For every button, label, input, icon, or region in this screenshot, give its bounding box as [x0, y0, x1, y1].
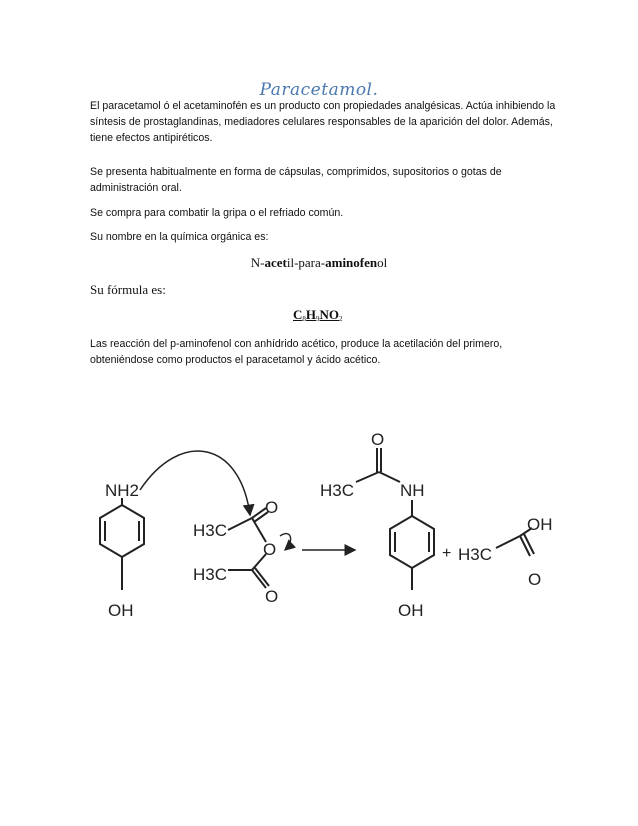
carbonyl-o-label: O	[371, 430, 385, 449]
curved-arrow	[140, 451, 250, 515]
h3c-acid-label: H3C	[458, 545, 493, 564]
o-acid-label: O	[528, 570, 542, 589]
paragraph-presentation: Se presenta habitualmente en forma de cápsulas, comprimidos, supositorios o gotas de administración oral.	[90, 166, 502, 194]
paragraph-reaction: Las reacción del p-aminofenol con anhídrido acético, produce la acetilación del primero, obteniéndose como productos el paracetamol y ácido acético.	[90, 338, 503, 366]
h3c-product-label: H3C	[320, 481, 355, 500]
oh-label-1: OH	[108, 601, 134, 620]
o-top-label: O	[265, 498, 279, 517]
o-bottom-label: O	[265, 587, 279, 606]
reaction-scheme	[80, 420, 570, 640]
product-paracetamol	[356, 448, 434, 590]
formula-label: Su fórmula es:	[90, 282, 166, 297]
nh2-label: NH2	[105, 481, 140, 500]
paragraph-use: Se compra para combatir la gripa o el refriado común.	[90, 207, 344, 219]
paragraph-chem-name-label: Su nombre en la química orgánica es:	[90, 231, 269, 243]
h3c-bottom-label: H3C	[193, 565, 228, 584]
page-title: Paracetamol.	[259, 80, 379, 100]
oh-label-2: OH	[398, 601, 424, 620]
chemical-name: N-acetil-para-aminofenol	[250, 255, 388, 270]
paragraph-intro: El paracetamol ó el acetaminofén es un producto con propiedades analgésicas. Actúa inhibiendo la síntesis de prostaglandinas, mediadores celulares responsables de la aparición del dolor. Además, tiene efectos antipiréticos.	[90, 100, 556, 144]
nh-label: NH	[400, 481, 425, 500]
electron-arrow	[280, 534, 291, 550]
molecular-formula: $C_8H_9NO_2$	[293, 307, 343, 323]
reactant-p-aminophenol	[100, 498, 144, 590]
plus-sign: +	[442, 545, 452, 562]
o-bridge-label: O	[263, 540, 277, 559]
h3c-top-label: H3C	[193, 521, 228, 540]
oh-acid-label: OH	[527, 515, 553, 534]
